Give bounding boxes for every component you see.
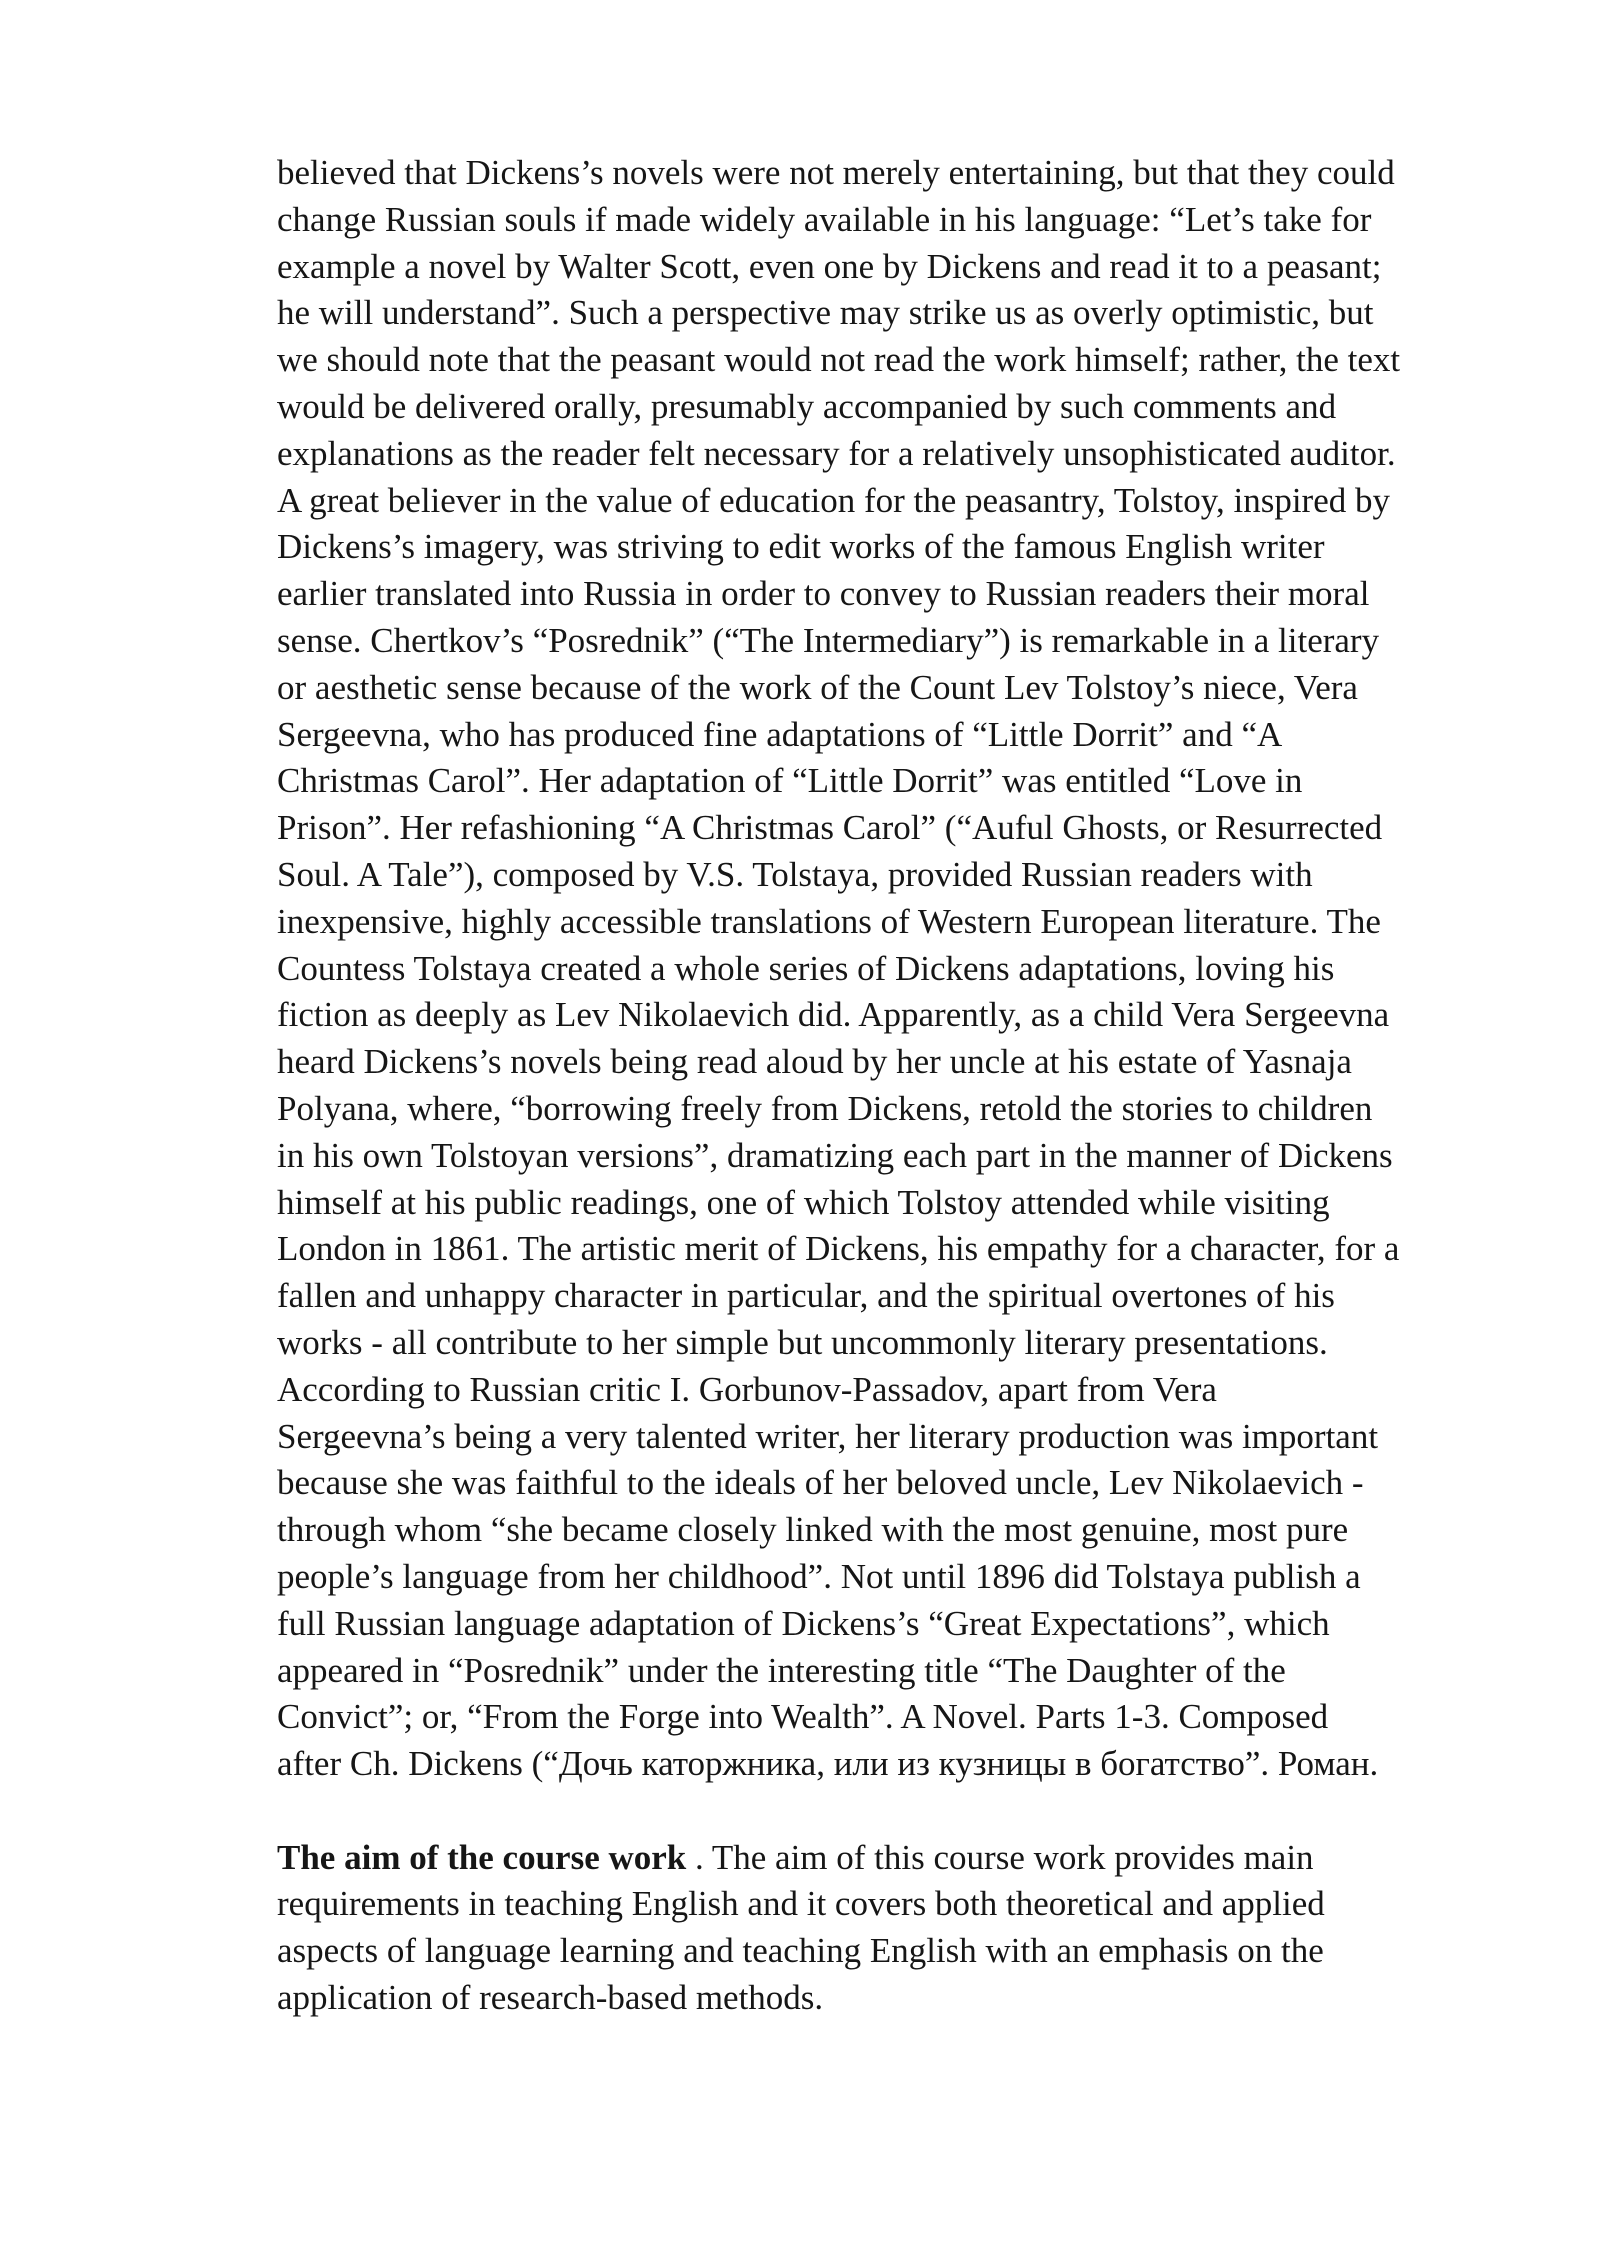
text-line: Countess Tolstaya created a whole series of Dickens adaptations, loving his (277, 948, 1335, 988)
text-line: Prison”. Her refashioning “A Christmas Carol” (“Auful Ghosts, or Resurrected (277, 808, 1383, 848)
text-line: According to Russian critic I. Gorbunov-Passadov, apart from Vera (277, 1369, 1217, 1409)
text-line: works - all contribute to her simple but uncommonly literary presentations. (277, 1322, 1328, 1362)
text-line: requirements in teaching English and it covers both theoretical and applied (277, 1884, 1325, 1924)
text-line: after Ch. Dickens (“Дочь каторжника, или из кузницы в богатство”. Роман. (277, 1744, 1379, 1784)
text-line: in his own Tolstoyan versions”, dramatizing each part in the manner of Dickens (277, 1135, 1393, 1175)
text-line: Dickens’s imagery, was striving to edit works of the famous English writer (277, 527, 1325, 567)
text-line: earlier translated into Russia in order to convey to Russian readers their moral (277, 574, 1370, 614)
text-line: change Russian souls if made widely available in his language: “Let’s take for (277, 199, 1372, 239)
text-line: because she was faithful to the ideals of her beloved uncle, Lev Nikolaevich - (277, 1463, 1364, 1503)
text-line: application of research-based methods. (277, 1978, 824, 2018)
text-line: would be delivered orally, presumably accompanied by such comments and (277, 386, 1337, 426)
text-line: himself at his public readings, one of which Tolstoy attended while visiting (277, 1182, 1330, 1222)
section-heading: The aim of the course work (277, 1837, 687, 1877)
text-line: example a novel by Walter Scott, even one by Dickens and read it to a peasant; (277, 246, 1382, 286)
text-line: full Russian language adaptation of Dickens’s “Great Expectations”, which (277, 1603, 1330, 1643)
text-line: through whom “she became closely linked with the most genuine, most pure (277, 1510, 1349, 1550)
text-line: aspects of language learning and teaching English with an emphasis on the (277, 1931, 1324, 1971)
text-line (277, 1835, 1527, 1882)
text-line: Soul. A Tale”), composed by V.S. Tolstaya, provided Russian readers with (277, 854, 1313, 894)
text-line: Sergeevna’s being a very talented writer, her literary production was important (277, 1416, 1379, 1456)
text-line: or aesthetic sense because of the work of the Count Lev Tolstoy’s niece, Vera (277, 667, 1358, 707)
text-line: A great believer in the value of education for the peasantry, Tolstoy, inspired by (277, 480, 1390, 520)
text-line: we should note that the peasant would not read the work himself; rather, the text (277, 340, 1401, 380)
text-line: people’s language from her childhood”. Not until 1896 did Tolstaya publish a (277, 1556, 1361, 1596)
heading-continuation: . The aim of this course work provides main (686, 1837, 1314, 1877)
text-line: Convict”; or, “From the Forge into Wealth”. A Novel. Parts 1-3. Composed (277, 1697, 1329, 1737)
text-line: sense. Chertkov’s “Posrednik” (“The Intermediary”) is remarkable in a literary (277, 620, 1380, 660)
text-line: fiction as deeply as Lev Nikolaevich did. Apparently, as a child Vera Sergeevna (277, 995, 1390, 1035)
paragraph-spacer (277, 1788, 1527, 1835)
text-line: fallen and unhappy character in particular, and the spiritual overtones of his (277, 1276, 1335, 1316)
text-line: he will understand”. Such a perspective may strike us as overly optimistic, but (277, 293, 1374, 333)
text-line: Polyana, where, “borrowing freely from Dickens, retold the stories to children (277, 1088, 1373, 1128)
body-text (277, 150, 1527, 2022)
paragraph-dickens-tolstoy (277, 150, 1527, 1788)
text-line: Christmas Carol”. Her adaptation of “Little Dorrit” was entitled “Love in (277, 761, 1303, 801)
text-line: inexpensive, highly accessible translations of Western European literature. The (277, 901, 1381, 941)
text-line: appeared in “Posrednik” under the interesting title “The Daughter of the (277, 1650, 1286, 1690)
text-line: heard Dickens’s novels being read aloud by her uncle at his estate of Yasnaja (277, 1042, 1352, 1082)
text-line: believed that Dickens’s novels were not merely entertaining, but that they could (277, 153, 1395, 192)
text-line: London in 1861. The artistic merit of Dickens, his empathy for a character, for a (277, 1229, 1400, 1269)
paragraph-course-aim (277, 1835, 1527, 2022)
text-line: Sergeevna, who has produced fine adaptations of “Little Dorrit” and “A (277, 714, 1283, 754)
text-line: explanations as the reader felt necessary for a relatively unsophisticated auditor. (277, 433, 1396, 473)
